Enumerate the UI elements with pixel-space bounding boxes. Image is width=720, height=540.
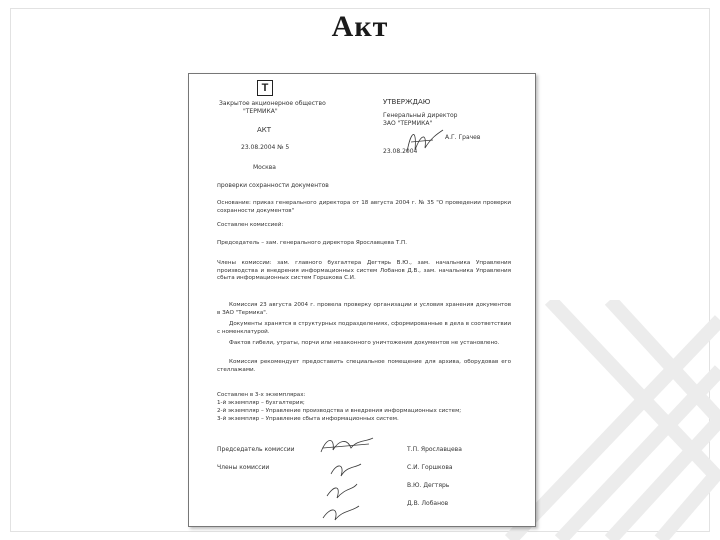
basis-text: Основание: приказ генерального директора от 18 августа 2004 г. № 35 "О проведении проверки сохранности документов" [217,200,511,214]
scanned-document [188,73,536,527]
commission-signatures [317,434,377,526]
chairman-line: Председатель – зам. генерального директора Ярославцева Т.П. [217,240,408,246]
doc-subject: проверки сохранности документов [217,182,329,189]
doc-date-number: 23.08.2004 № 5 [241,144,290,151]
copy-1: 1-й экземпляр – бухгалтерия; [217,400,305,406]
member2-sign-name: В.Ю. Дегтярь [407,482,450,489]
approve-name: А.Г. Грачев [445,134,481,141]
chairman-sign-label: Председатель комиссии [217,446,295,453]
approve-position-line2: ЗАО "ТЕРМИКА" [383,120,433,127]
body-paragraph-3: Фактов гибели, утраты, порчи или незаконного уничтожения документов не установлено. [229,340,500,346]
copies-header: Составлен в 3-х экземплярах: [217,392,306,398]
member3-sign-name: Д.В. Лобанов [407,500,449,507]
company-logo: Т [257,80,273,96]
director-signature [403,124,447,158]
doc-type: АКТ [257,126,272,134]
org-name-line1: Закрытое акционерное общество [219,100,326,107]
body-paragraph-1: Комиссия 23 августа 2004 г. провела проверку организации и условия хранения документов в ЗАО "Термика". [217,302,511,316]
members-line: Члены комиссии: зам. главного бухгалтера Дегтярь В.Ю., зам. начальника Управления производства и внедрения информационных систем Лобанов Д.В., зам. начальника Управления сбыта информационных систем Горшкова С.И. [217,260,511,282]
commission-label: Составлен комиссией: [217,222,284,228]
copy-3: 3-й экземпляр – Управление сбыта информационных систем. [217,416,399,422]
approve-header: УТВЕРЖДАЮ [383,98,431,106]
copy-2: 2-й экземпляр – Управление производства и внедрения информационных систем; [217,408,462,414]
body-paragraph-4: Комиссия рекомендует предоставить специальное помещение для архива, оборудовав его стеллажами. [217,359,511,373]
member1-sign-name: С.И. Горшкова [407,464,453,471]
chairman-sign-name: Т.П. Ярославцева [407,446,462,453]
slide-title: Акт [331,10,389,43]
members-sign-label: Члены комиссии [217,464,270,471]
approve-date: 23.08.2004 [383,148,418,155]
doc-city: Москва [253,164,276,171]
approve-position-line1: Генеральный директор [383,112,458,119]
body-paragraph-2: Документы хранятся в структурных подразделениях, сформированные в дела в соответствии с номенклатурой. [217,321,511,335]
org-name-line2: "ТЕРМИКА" [243,108,278,115]
